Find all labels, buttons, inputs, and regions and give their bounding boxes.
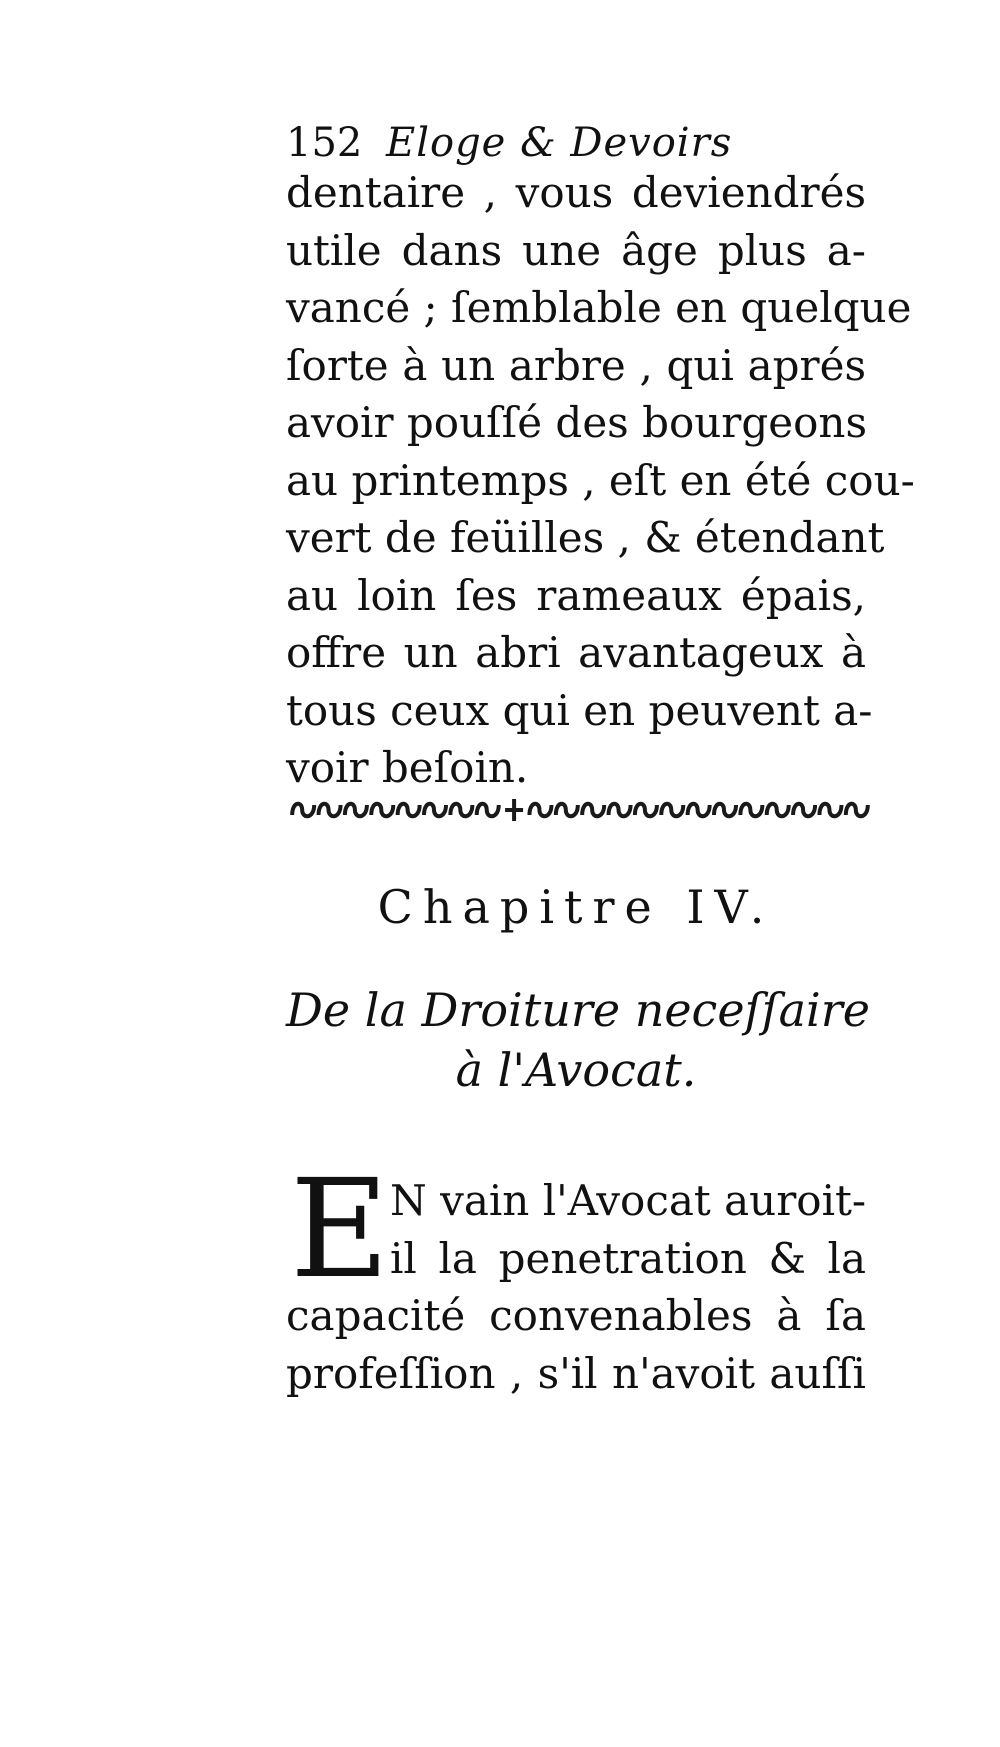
chapter-title-line: De la Droiture neceſſaire [286,983,870,1037]
ornament-scroll [767,804,789,816]
text-line: capacité convenables à ſa [286,1291,866,1340]
ornament-scroll [345,804,367,816]
ornament-scroll [529,804,551,816]
text-line: N vain l'Avocat auroit- [390,1176,867,1225]
drop-cap: E [290,1151,390,1309]
ornament-scroll [740,804,762,816]
ornament-scroll [846,804,868,816]
ornament-scroll [635,804,657,816]
ornament-scroll [319,804,341,816]
text-line: tous ceux qui en peuvent a- [286,685,873,735]
ornament-scroll [371,804,393,816]
running-title: Eloge & Devoirs [386,120,733,166]
chapter-heading: Chapitre IV. [377,880,775,934]
ornament-divider [290,795,870,825]
ornament-scroll [398,804,420,816]
text-line: il la penetration & la [390,1233,866,1283]
ornament-scroll [661,804,683,816]
ornament-scroll [450,804,472,816]
text-line: ſorte à un arbre , qui aprés [286,340,866,390]
text-line: voir beſoin. [286,743,529,792]
ornament-scroll [793,804,815,816]
ornament-cross [505,799,523,821]
ornament-scroll [424,804,446,816]
text-line: avoir pouſſé des bourgeons [286,398,868,447]
text-line: dentaire , vous deviendrés [286,168,866,217]
ornament-scroll [556,804,578,816]
text-line: vert de feüilles , & étendant [286,513,885,562]
text-line: au printemps , eſt en été cou- [286,455,915,505]
running-head [286,118,732,168]
opening-paragraph [286,1151,867,1402]
text-line: profeſſion , s'il n'avoit auſſi [286,1348,866,1398]
text-line: utile dans une âge plus a- [286,225,866,275]
ornament-scroll [819,804,841,816]
page-number: 152 [286,120,363,166]
text-line: vancé ; ſemblable en quelque [286,283,912,332]
ornament-scroll [477,804,499,816]
text-line: au loin ſes rameaux épais, [286,570,866,620]
ornament-scroll [688,804,710,816]
ornament-scroll [609,804,631,816]
ornament-scroll [714,804,736,816]
body-text [286,164,915,797]
chapter-title-line: à l'Avocat. [455,1043,697,1097]
ornament-scroll [292,804,314,816]
chapter-title [286,980,870,1100]
text-line: offre un abri avantageux à [286,628,866,677]
ornament-scroll [582,804,604,816]
